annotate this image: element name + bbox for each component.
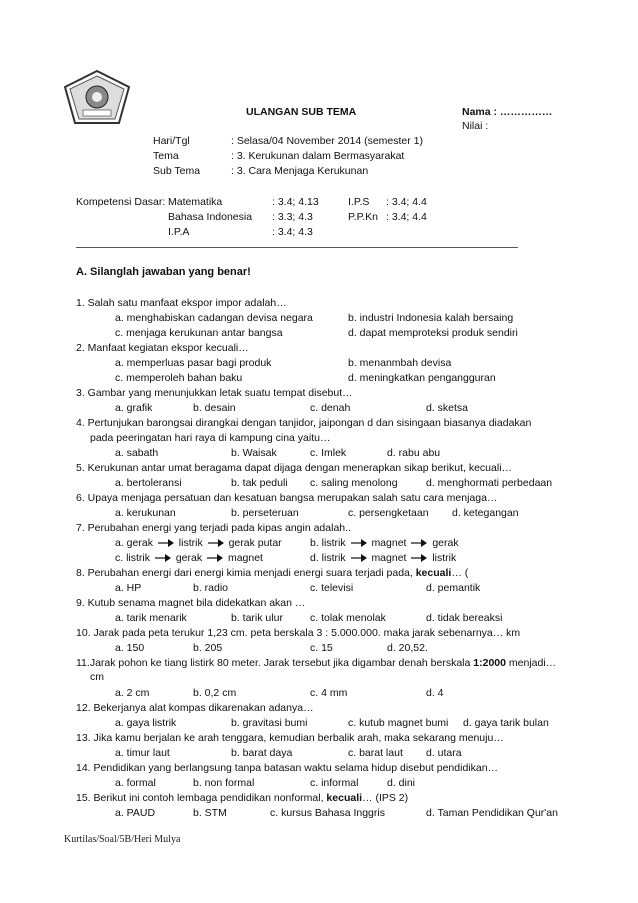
answer-option[interactable]: a. timur laut bbox=[115, 747, 170, 759]
answer-option[interactable]: d. tidak bereaksi bbox=[426, 612, 503, 624]
question-text: 10. Jarak pada peta terukur 1,23 cm. peta berskala 3 : 5.000.000. maka jarak sebenarnya… km bbox=[76, 627, 521, 639]
answer-option[interactable]: c. memperoleh bahan baku bbox=[115, 372, 243, 384]
answer-option[interactable]: a. bertoleransi bbox=[115, 477, 182, 489]
arrow-right-icon bbox=[411, 554, 427, 562]
answer-option[interactable]: b. radio bbox=[193, 582, 229, 594]
exam-title: ULANGAN SUB TEMA bbox=[246, 106, 357, 118]
answer-option[interactable] bbox=[310, 537, 459, 549]
answer-option[interactable] bbox=[310, 552, 456, 564]
answer-option[interactable]: c. saling menolong bbox=[310, 477, 398, 489]
question-text: 3. Gambar yang menunjukkan letak suatu tempat disebut… bbox=[76, 387, 353, 399]
answer-option[interactable]: b. non formal bbox=[193, 777, 255, 789]
answer-option[interactable]: c. informal bbox=[310, 777, 359, 789]
answer-option[interactable]: b. tarik ulur bbox=[231, 612, 283, 624]
answer-option[interactable]: b. desain bbox=[193, 402, 236, 414]
question-text: 2. Manfaat kegiatan ekspor kecuali… bbox=[76, 342, 249, 354]
question-main: 11.Jarak pohon ke tiang listirk 80 meter. Jarak tersebut jika digambar denah berskala bbox=[76, 657, 471, 669]
question-text: 5. Kerukunan antar umat beragama dapat dijaga dengan menerapkan sikap berikut, kecuali… bbox=[76, 462, 513, 474]
answer-option[interactable]: d. ketegangan bbox=[452, 507, 519, 519]
energy-term: b. listrik bbox=[310, 537, 346, 549]
energy-term: magnet bbox=[227, 552, 263, 564]
answer-option[interactable]: a. PAUD bbox=[115, 807, 156, 819]
energy-term: gerak bbox=[432, 537, 459, 549]
arrow-right-icon bbox=[155, 554, 171, 562]
answer-option[interactable]: b. industri Indonesia kalah bersaing bbox=[348, 312, 514, 324]
answer-option[interactable]: d. pemantik bbox=[426, 582, 481, 594]
info-value: : Selasa/04 November 2014 (semester 1) bbox=[231, 135, 424, 147]
answer-option[interactable]: d. sketsa bbox=[426, 402, 469, 414]
question-text: 14. Pendidikan yang berlangsung tanpa batasan waktu selama hidup disebut pendidikan… bbox=[76, 762, 499, 774]
energy-term: gerak putar bbox=[228, 537, 282, 549]
answer-option[interactable]: a. menghabiskan cadangan devisa negara bbox=[115, 312, 313, 324]
question-text bbox=[76, 792, 408, 804]
answer-option[interactable]: d. gaya tarik bulan bbox=[463, 717, 549, 729]
question-emphasis: kecuali bbox=[326, 792, 363, 804]
question-text: 13. Jika kamu berjalan ke arah tenggara, kemudian berbalik arah, maka sekarang menuju… bbox=[76, 732, 504, 744]
answer-option[interactable]: c. tolak menolak bbox=[310, 612, 386, 624]
energy-term: a. gerak bbox=[115, 537, 153, 549]
answer-option[interactable]: b. 205 bbox=[193, 642, 223, 654]
energy-term: gerak bbox=[175, 552, 203, 564]
question-tail: menjadi… bbox=[508, 657, 557, 669]
answer-option[interactable]: b. menanmbah devisa bbox=[348, 357, 452, 369]
page-footer: Kurtilas/Soal/5B/Heri Mulya bbox=[64, 834, 181, 845]
answer-option[interactable]: c. denah bbox=[310, 402, 351, 414]
arrow-right-icon bbox=[158, 539, 174, 547]
answer-option[interactable]: c. 4 mm bbox=[310, 687, 348, 699]
kompetensi-label: Kompetensi Dasar: bbox=[76, 196, 166, 208]
question-main: 8. Perubahan energi dari energi kimia menjadi energi suara terjadi pada, bbox=[76, 567, 413, 579]
kd-subject: P.P.Kn bbox=[348, 211, 378, 223]
answer-option[interactable]: d. utara bbox=[426, 747, 462, 759]
question-emphasis: 1:2000 bbox=[473, 657, 506, 669]
answer-option[interactable]: a. HP bbox=[115, 582, 142, 594]
kd-value: : 3.4; 4.3 bbox=[272, 226, 313, 238]
question-tail: … (IPS 2) bbox=[362, 792, 409, 804]
info-value: : 3. Kerukunan dalam Bermasyarakat bbox=[231, 150, 405, 162]
question-text-cont: cm bbox=[90, 671, 104, 683]
answer-option[interactable]: b. tak peduli bbox=[231, 477, 288, 489]
arrow-right-icon bbox=[351, 554, 367, 562]
answer-option[interactable]: d. 20,52. bbox=[387, 642, 428, 654]
answer-option[interactable]: a. 2 cm bbox=[115, 687, 150, 699]
answer-option[interactable]: a. memperluas pasar bagi produk bbox=[115, 357, 272, 369]
answer-option[interactable]: d. rabu abu bbox=[387, 447, 441, 459]
arrow-right-icon bbox=[208, 539, 224, 547]
info-label: Hari/Tgl bbox=[153, 135, 190, 147]
question-text: 7. Perubahan energi yang terjadi pada kipas angin adalah.. bbox=[76, 522, 351, 534]
question-tail: … ( bbox=[451, 567, 469, 579]
answer-option[interactable]: c. persengketaan bbox=[348, 507, 429, 519]
answer-option[interactable]: d. dini bbox=[387, 777, 416, 789]
kd-value: : 3.4; 4.4 bbox=[386, 196, 427, 208]
nama-field: Nama : …………… bbox=[462, 106, 553, 118]
header-divider bbox=[76, 247, 518, 248]
kd-value: : 3.3; 4.3 bbox=[272, 211, 313, 223]
arrow-right-icon bbox=[351, 539, 367, 547]
answer-option[interactable]: b. gravitasi bumi bbox=[231, 717, 308, 729]
answer-option[interactable]: a. grafik bbox=[115, 402, 153, 414]
question-text bbox=[76, 567, 468, 579]
energy-term: magnet bbox=[371, 537, 407, 549]
info-value: : 3. Cara Menjaga Kerukunan bbox=[231, 165, 369, 177]
answer-option[interactable]: c. barat laut bbox=[348, 747, 403, 759]
kd-value: : 3.4; 4.13 bbox=[272, 196, 319, 208]
answer-option[interactable]: a. 150 bbox=[115, 642, 145, 654]
question-emphasis: kecuali bbox=[415, 567, 452, 579]
answer-option[interactable] bbox=[115, 552, 263, 564]
answer-option[interactable]: b. Waisak bbox=[231, 447, 277, 459]
energy-term: magnet bbox=[371, 552, 407, 564]
answer-option[interactable]: c. kursus Bahasa Inggris bbox=[270, 807, 385, 819]
energy-term: c. listrik bbox=[115, 552, 150, 564]
answer-option[interactable]: c. televisi bbox=[310, 582, 354, 594]
answer-option[interactable]: b. perseteruan bbox=[231, 507, 299, 519]
question-text: 6. Upaya menjaga persatuan dan kesatuan bangsa merupakan salah satu cara menjaga… bbox=[76, 492, 498, 504]
info-label: Tema bbox=[153, 150, 179, 162]
question-text: 4. Pertunjukan barongsai dirangkai dengan tanjidor, jaipongan d dan sisingaan biasanya diadakan bbox=[76, 417, 532, 429]
answer-option[interactable]: a. gaya listrik bbox=[115, 717, 177, 729]
question-text-cont: pada peeringatan hari raya di kampung cina yaitu… bbox=[90, 432, 331, 444]
question-text: 1. Salah satu manfaat ekspor impor adalah… bbox=[76, 297, 287, 309]
answer-option[interactable]: c. 15 bbox=[310, 642, 333, 654]
answer-option[interactable] bbox=[115, 537, 282, 549]
energy-term: listrik bbox=[178, 537, 203, 549]
answer-option[interactable]: b. STM bbox=[193, 807, 227, 819]
answer-option[interactable]: d. Taman Pendidikan Qur'an bbox=[426, 807, 558, 819]
answer-option[interactable]: d. dapat memproteksi produk sendiri bbox=[348, 327, 518, 339]
kd-subject: I.P.S bbox=[348, 196, 370, 208]
answer-option[interactable]: d. meningkatkan pengangguran bbox=[348, 372, 496, 384]
school-logo bbox=[63, 69, 131, 125]
kd-value: : 3.4; 4.4 bbox=[386, 211, 427, 223]
answer-option[interactable]: b. barat daya bbox=[231, 747, 293, 759]
answer-option[interactable]: b. 0,2 cm bbox=[193, 687, 237, 699]
question-text: 9. Kutub senama magnet bila didekatkan akan … bbox=[76, 597, 306, 609]
answer-option[interactable]: a. formal bbox=[115, 777, 156, 789]
kd-subject: Bahasa Indonesia bbox=[168, 211, 253, 223]
answer-option[interactable]: c. menjaga kerukunan antar bangsa bbox=[115, 327, 283, 339]
answer-option[interactable]: c. Imlek bbox=[310, 447, 347, 459]
answer-option[interactable]: d. 4 bbox=[426, 687, 444, 699]
energy-term: d. listrik bbox=[310, 552, 346, 564]
nilai-field: Nilai : bbox=[462, 120, 489, 132]
answer-option[interactable]: a. tarik menarik bbox=[115, 612, 187, 624]
question-text: 12. Bekerjanya alat kompas dikarenakan adanya… bbox=[76, 702, 314, 714]
arrow-right-icon bbox=[411, 539, 427, 547]
arrow-right-icon bbox=[207, 554, 223, 562]
answer-option[interactable]: a. kerukunan bbox=[115, 507, 176, 519]
answer-option[interactable]: d. menghormati perbedaan bbox=[426, 477, 553, 489]
kd-subject: Matematika bbox=[168, 196, 223, 208]
info-label: Sub Tema bbox=[153, 165, 201, 177]
answer-option[interactable]: c. kutub magnet bumi bbox=[348, 717, 449, 729]
kd-subject: I.P.A bbox=[168, 226, 190, 238]
question-main: 15. Berikut ini contoh lembaga pendidikan nonformal, bbox=[76, 792, 324, 804]
section-a-title: A. Silanglah jawaban yang benar! bbox=[76, 266, 251, 278]
answer-option[interactable]: a. sabath bbox=[115, 447, 159, 459]
question-text bbox=[76, 657, 556, 669]
energy-term: listrik bbox=[432, 552, 457, 564]
